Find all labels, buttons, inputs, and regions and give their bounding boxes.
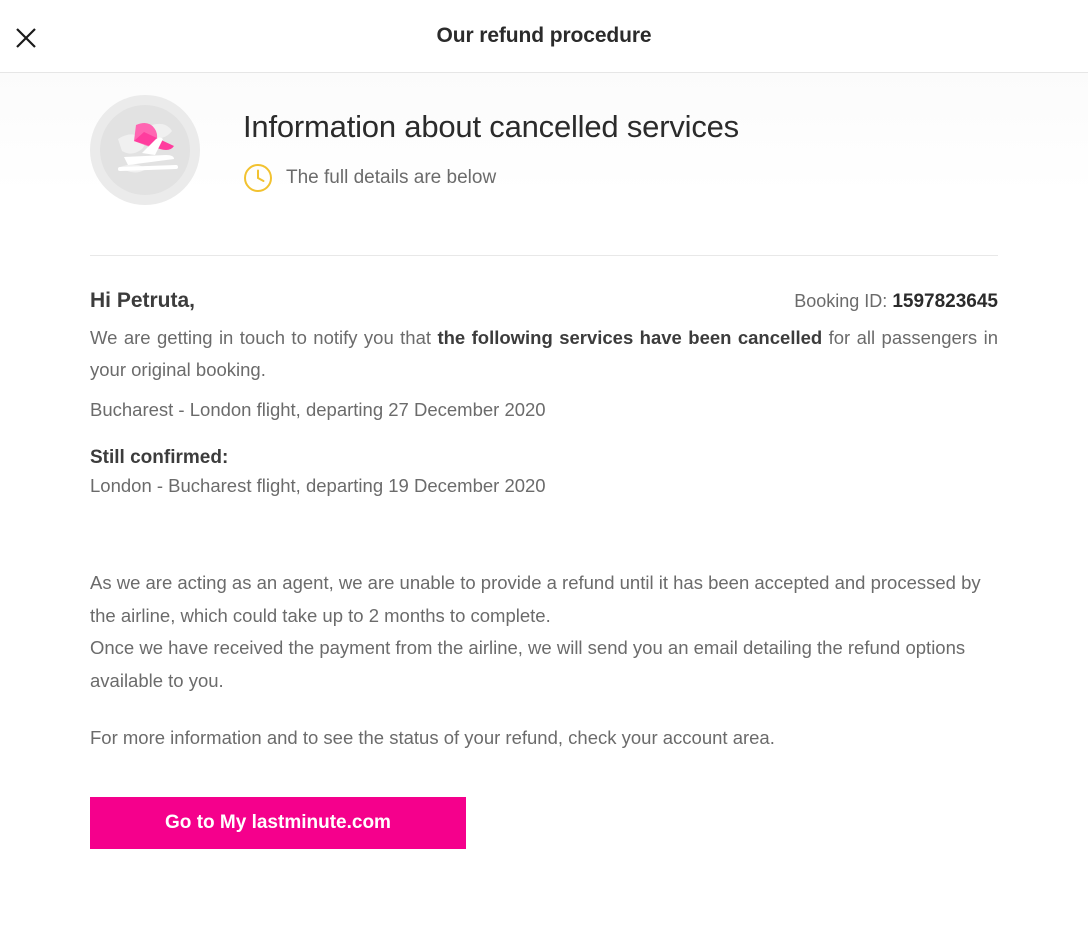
go-to-my-lastminute-button[interactable]: Go to My lastminute.com xyxy=(90,797,466,849)
hero-title: Information about cancelled services xyxy=(243,109,739,144)
notice-prefix: We are getting in touch to notify you that xyxy=(90,327,438,348)
confirmed-flight: London - Bucharest flight, departing 19 December 2020 xyxy=(90,474,546,496)
airplane-globe-icon xyxy=(90,95,200,205)
cancellation-notice xyxy=(90,322,998,386)
hero-section xyxy=(0,73,1088,205)
greeting-text: Hi Petruta, xyxy=(90,289,196,312)
agent-paragraph: As we are acting as an agent, we are unable to provide a refund until it has been accepted and processed by the airline, which could take up to 2 months to complete. xyxy=(90,571,981,626)
refund-explanation xyxy=(90,567,998,756)
booking-id-value: 1597823645 xyxy=(892,291,998,312)
page-title: Our refund procedure xyxy=(436,24,652,47)
close-button[interactable] xyxy=(6,18,46,58)
hero-subtitle-row xyxy=(243,163,739,193)
notice-bold: the following services have been cancelled xyxy=(437,327,823,348)
greeting-row xyxy=(90,289,998,313)
close-icon xyxy=(15,27,37,49)
modal-body xyxy=(0,73,1088,943)
still-confirmed-label: Still confirmed: xyxy=(90,446,229,468)
booking-id-block xyxy=(794,291,998,313)
notice-suffix: for all passengers in your original booking. xyxy=(90,327,998,380)
payment-paragraph: Once we have received the payment from the airline, we will send you an email detailing the refund options available to you. xyxy=(90,637,966,692)
letter-content xyxy=(0,289,1088,849)
booking-id-label: Booking ID: xyxy=(794,291,888,311)
cta-wrapper xyxy=(90,797,998,849)
modal-header xyxy=(0,0,1088,73)
clock-icon xyxy=(243,163,273,193)
more-info-paragraph: For more information and to see the status of your refund, check your account area. xyxy=(90,727,775,749)
hero-subtitle: The full details are below xyxy=(286,166,497,188)
cancelled-flight: Bucharest - London flight, departing 27 December 2020 xyxy=(90,398,546,420)
divider xyxy=(90,255,998,256)
